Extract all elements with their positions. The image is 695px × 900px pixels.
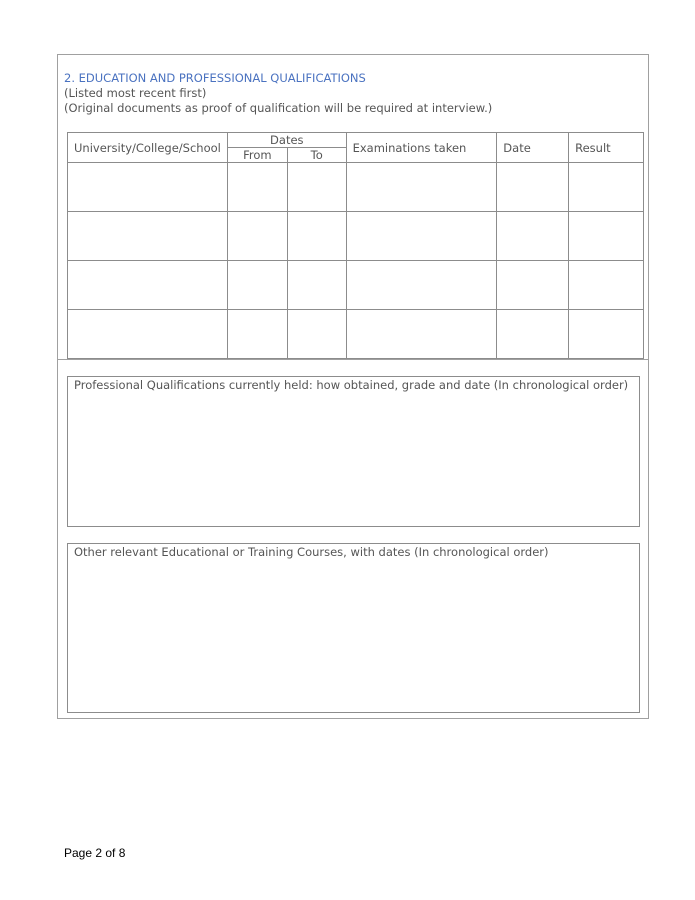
section-title: 2. EDUCATION AND PROFESSIONAL QUALIFICATIONS bbox=[64, 71, 366, 85]
from-cell[interactable] bbox=[227, 261, 287, 310]
result-cell[interactable] bbox=[569, 261, 644, 310]
result-cell[interactable] bbox=[569, 163, 644, 212]
examinations-cell[interactable] bbox=[346, 261, 497, 310]
result-cell[interactable] bbox=[569, 310, 644, 359]
to-cell[interactable] bbox=[287, 310, 346, 359]
training-courses-field[interactable] bbox=[67, 543, 640, 713]
examinations-cell[interactable] bbox=[346, 212, 497, 261]
table-row bbox=[68, 163, 644, 212]
to-cell[interactable] bbox=[287, 163, 346, 212]
institution-cell[interactable] bbox=[68, 163, 228, 212]
to-cell[interactable] bbox=[287, 261, 346, 310]
to-cell[interactable] bbox=[287, 212, 346, 261]
table-row bbox=[68, 261, 644, 310]
header-examinations: Examinations taken bbox=[346, 133, 497, 163]
header-institution: University/College/School bbox=[68, 133, 228, 163]
date-cell[interactable] bbox=[497, 163, 569, 212]
training-courses-label: Other relevant Educational or Training Courses, with dates (In chronological order) bbox=[74, 545, 549, 559]
header-result: Result bbox=[569, 133, 644, 163]
institution-cell[interactable] bbox=[68, 212, 228, 261]
from-cell[interactable] bbox=[227, 212, 287, 261]
examinations-cell[interactable] bbox=[346, 163, 497, 212]
section-note-order: (Listed most recent first) bbox=[64, 86, 207, 100]
table-row bbox=[68, 212, 644, 261]
page-number: Page 2 of 8 bbox=[64, 846, 126, 860]
from-cell[interactable] bbox=[227, 310, 287, 359]
header-dates: Dates bbox=[227, 133, 346, 148]
section-note-documents: (Original documents as proof of qualification will be required at interview.) bbox=[64, 101, 493, 115]
header-from: From bbox=[227, 148, 287, 163]
result-cell[interactable] bbox=[569, 212, 644, 261]
header-to: To bbox=[287, 148, 346, 163]
examinations-cell[interactable] bbox=[346, 310, 497, 359]
header-date: Date bbox=[497, 133, 569, 163]
date-cell[interactable] bbox=[497, 310, 569, 359]
from-cell[interactable] bbox=[227, 163, 287, 212]
date-cell[interactable] bbox=[497, 212, 569, 261]
date-cell[interactable] bbox=[497, 261, 569, 310]
professional-qualifications-field[interactable] bbox=[67, 376, 640, 527]
table-row bbox=[68, 310, 644, 359]
professional-qualifications-label: Professional Qualifications currently held: how obtained, grade and date (In chronological order) bbox=[74, 378, 629, 392]
section-divider bbox=[57, 359, 649, 360]
institution-cell[interactable] bbox=[68, 310, 228, 359]
education-table bbox=[67, 132, 644, 359]
institution-cell[interactable] bbox=[68, 261, 228, 310]
